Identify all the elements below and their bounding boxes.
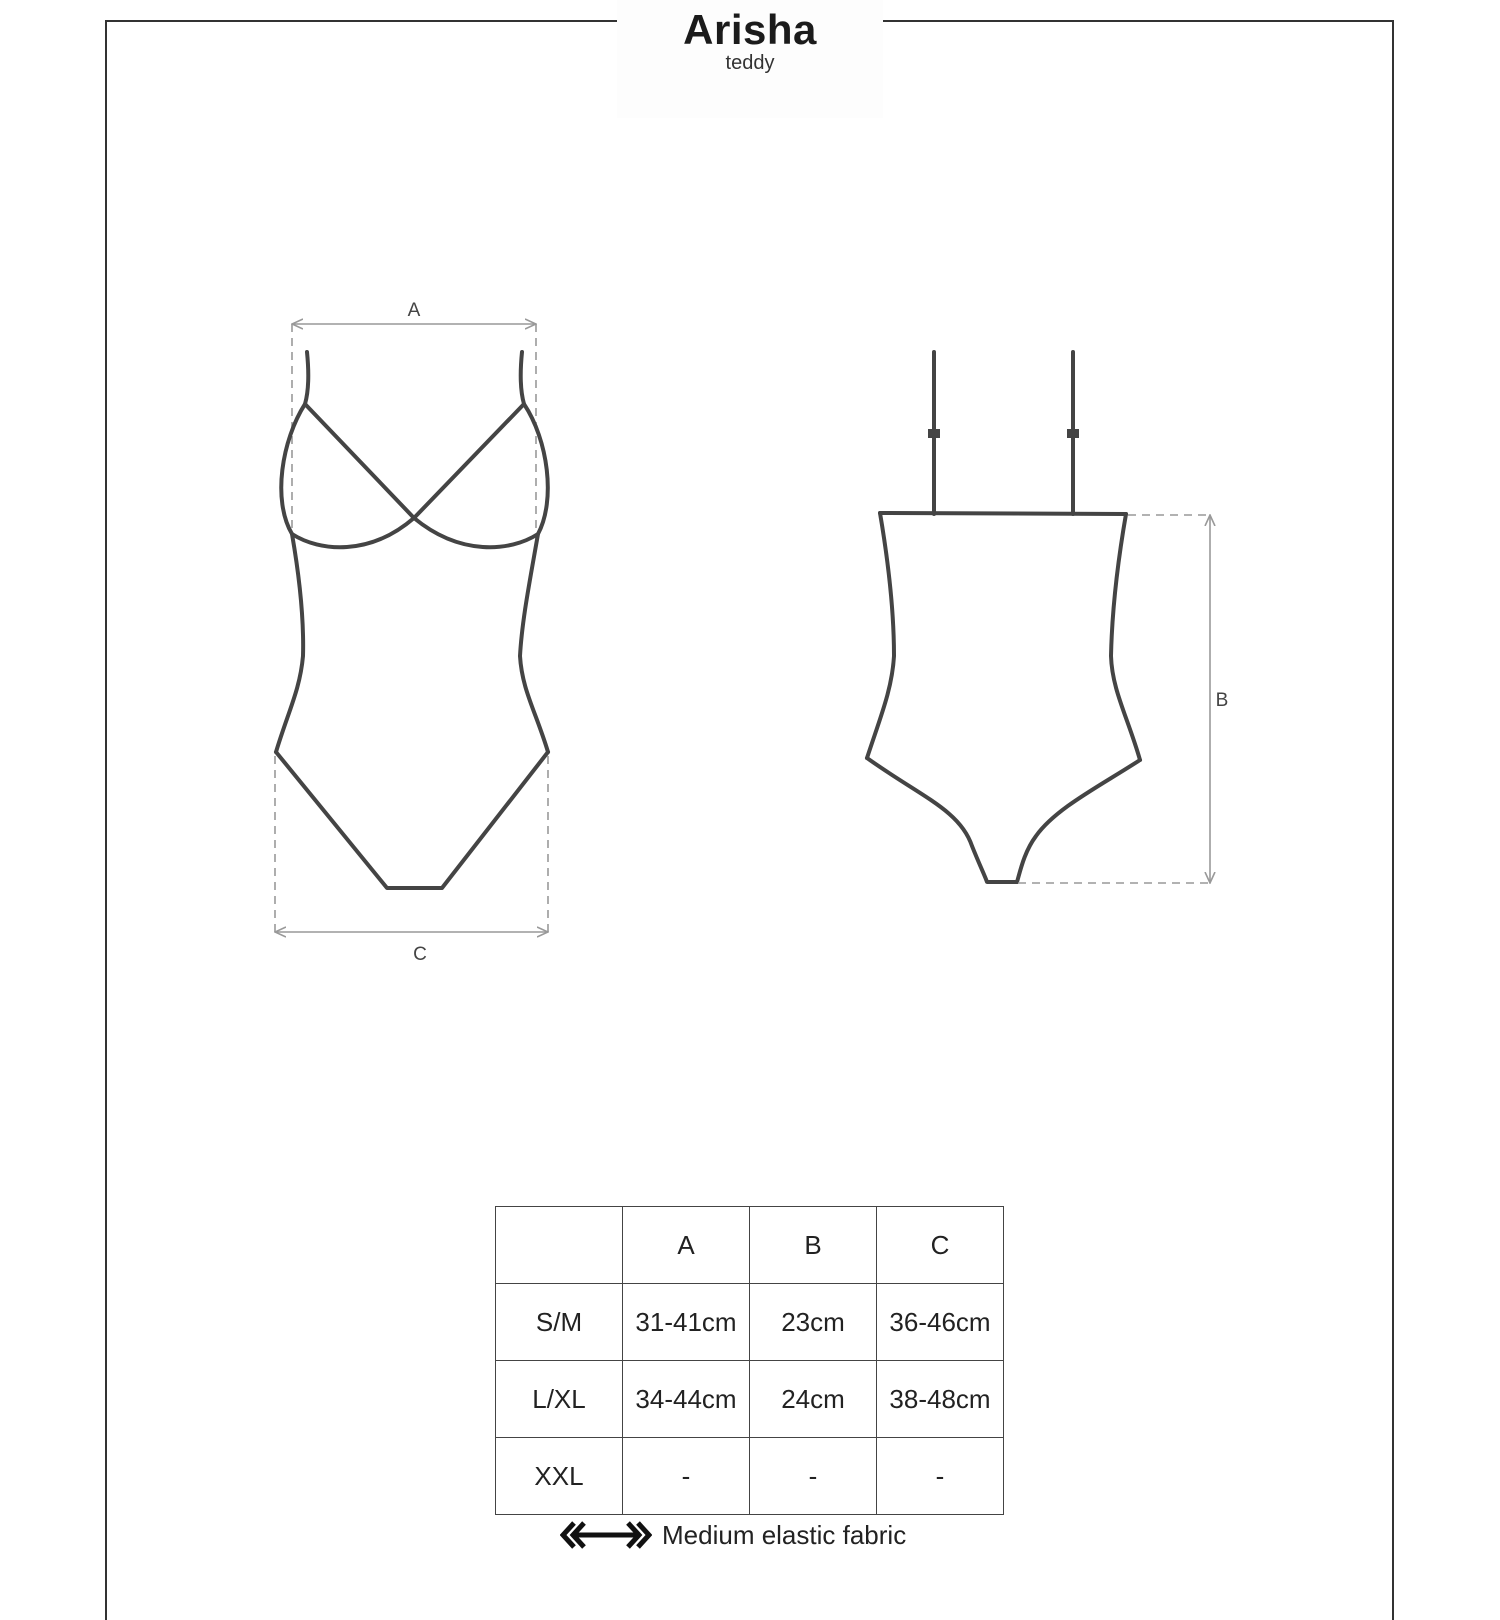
dimension-b-label: B — [1215, 690, 1229, 711]
size-table — [495, 1206, 1004, 1515]
table-cell: 38-48cm — [877, 1361, 1004, 1438]
dimension-c-label: C — [413, 944, 427, 965]
table-cell: - — [623, 1438, 750, 1515]
elastic-double-arrow-icon — [560, 1520, 652, 1550]
product-subtitle: teddy — [725, 52, 775, 74]
dimension-c — [275, 756, 548, 932]
product-title: Arisha — [683, 6, 817, 53]
table-header-cell: B — [750, 1207, 877, 1284]
table-cell: - — [877, 1438, 1004, 1515]
size-label-cell: S/M — [496, 1284, 623, 1361]
table-header-cell: A — [623, 1207, 750, 1284]
table-header-row — [496, 1207, 1004, 1284]
table-row — [496, 1284, 1004, 1361]
table-cell: 24cm — [750, 1361, 877, 1438]
table-cell: 36-46cm — [877, 1284, 1004, 1361]
fabric-note-text: Medium elastic fabric — [662, 1519, 907, 1550]
table-row — [496, 1438, 1004, 1515]
back-outline — [867, 352, 1140, 882]
table-row — [496, 1361, 1004, 1438]
front-outline — [276, 352, 548, 888]
front-view-drawing — [275, 300, 548, 965]
fabric-note — [560, 1517, 906, 1553]
strap-adjuster-left — [928, 429, 940, 438]
size-label-cell: XXL — [496, 1438, 623, 1515]
back-view-drawing — [867, 352, 1228, 883]
table-header-cell: C — [877, 1207, 1004, 1284]
strap-adjuster-right — [1067, 429, 1079, 438]
dimension-b — [1018, 515, 1210, 883]
table-cell: 31-41cm — [623, 1284, 750, 1361]
size-label-cell: L/XL — [496, 1361, 623, 1438]
table-header-cell — [496, 1207, 623, 1284]
table-cell: - — [750, 1438, 877, 1515]
table-cell: 23cm — [750, 1284, 877, 1361]
dimension-a-label: A — [407, 300, 421, 321]
table-cell: 34-44cm — [623, 1361, 750, 1438]
